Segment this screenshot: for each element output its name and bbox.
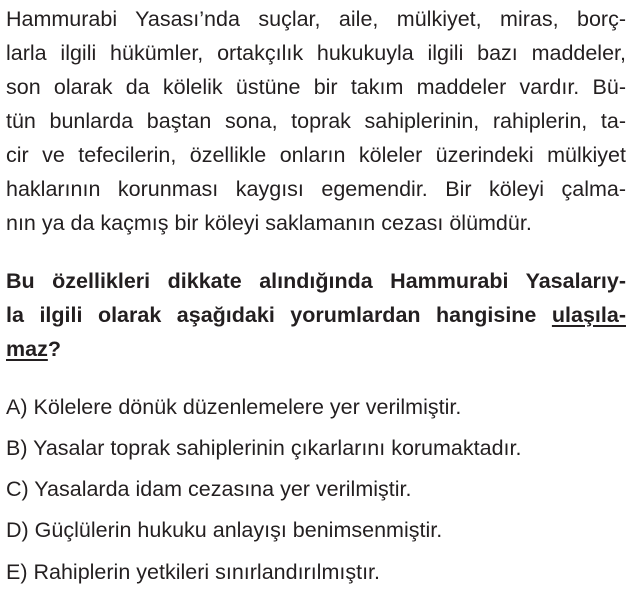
option-letter: D) — [6, 518, 29, 542]
option-c[interactable] — [6, 472, 626, 506]
passage-line: nın ya da kaçmış bir köleyi saklamanın cezası ölümdür. — [6, 211, 532, 235]
option-letter: A) — [6, 395, 28, 419]
passage-line: Hammurabi Yasası’nda suçlar, aile, mülkiyet, miras, borç- — [6, 7, 626, 31]
negation-emphasis: maz — [6, 337, 48, 361]
passage-line: larla ilgili hükümler, ortakçılık hukukuyla ilgili bazı maddeler, — [6, 41, 626, 65]
question-text: la ilgili olarak aşağıdaki yorumlardan hangisine — [6, 303, 552, 327]
question-line: Bu özellikleri dikkate alındığında Hammurabi Yasalarıy- — [6, 269, 626, 293]
passage-line: haklarının korunması kaygısı egemendir. Bir köleyi çalma- — [6, 177, 626, 201]
passage-line: cir ve tefecilerin, özellikle onların köleler üzerindeki mülkiyet — [6, 143, 626, 167]
passage-line: tün bunlarda baştan sona, toprak sahiplerinin, rahiplerin, ta- — [6, 109, 626, 133]
question-line — [6, 298, 626, 332]
question-mark: ? — [47, 337, 61, 361]
option-letter: E) — [6, 560, 28, 584]
option-text: Yasalarda idam cezasına yer verilmiştir. — [34, 477, 412, 501]
passage-line: son olarak da kölelik üstüne bir takım maddeler vardır. Bü- — [6, 75, 626, 99]
option-e[interactable] — [6, 555, 626, 589]
option-text: Kölelere dönük düzenlemelere yer verilmiştir. — [33, 395, 462, 419]
option-b[interactable] — [6, 431, 626, 465]
negation-emphasis: ulaşıla- — [551, 303, 626, 327]
option-d[interactable] — [6, 513, 626, 547]
option-letter: B) — [6, 436, 28, 460]
option-letter: C) — [6, 477, 29, 501]
option-text: Yasalar toprak sahiplerinin çıkarlarını korumaktadır. — [33, 436, 522, 460]
option-a[interactable] — [6, 390, 626, 424]
option-text: Güçlülerin hukuku anlayışı benimsenmiştir. — [34, 518, 443, 542]
question-line — [6, 332, 626, 366]
option-text: Rahiplerin yetkileri sınırlandırılmıştır. — [33, 560, 380, 584]
